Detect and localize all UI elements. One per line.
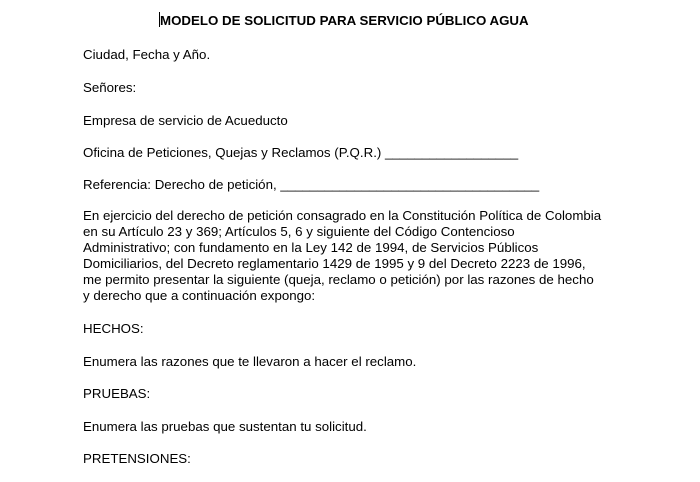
document-title: MODELO DE SOLICITUD PARA SERVICIO PÚBLICO AGUA xyxy=(160,13,529,28)
facts-heading: HECHOS: xyxy=(83,321,144,336)
recipient-office: Oficina de Peticiones, Quejas y Reclamos (P.Q.R.) __________________ xyxy=(83,145,519,160)
body-line: y derecho que a continuación expongo: xyxy=(83,288,316,303)
evidence-text: Enumera las pruebas que sustentan tu solicitud. xyxy=(83,419,367,434)
evidence-heading: PRUEBAS: xyxy=(83,386,151,401)
body-paragraph xyxy=(83,208,643,304)
title-line xyxy=(159,12,529,30)
salutation: Señores: xyxy=(83,80,137,95)
facts-text: Enumera las razones que te llevaron a hacer el reclamo. xyxy=(83,354,417,369)
body-line: En ejercicio del derecho de petición consagrado en la Constitución Política de Colombia xyxy=(83,208,602,223)
body-line: me permito presentar la siguiente (queja, reclamo o petición) por las razones de hecho xyxy=(83,272,594,287)
recipient-company: Empresa de servicio de Acueducto xyxy=(83,113,288,128)
body-line: en su Artículo 23 y 369; Artículos 5, 6 y siguiente del Código Contencioso xyxy=(83,224,515,239)
claims-heading: PRETENSIONES: xyxy=(83,451,191,466)
reference-line: Referencia: Derecho de petición, ___________________________________ xyxy=(83,177,540,192)
body-line: Domiciliarios, del Decreto reglamentario 1429 de 1995 y 9 del Decreto 2223 de 1996, xyxy=(83,256,586,271)
body-line: Administrativo; con fundamento en la Ley 142 de 1994, de Servicios Públicos xyxy=(83,240,539,255)
place-date: Ciudad, Fecha y Año. xyxy=(83,47,211,62)
